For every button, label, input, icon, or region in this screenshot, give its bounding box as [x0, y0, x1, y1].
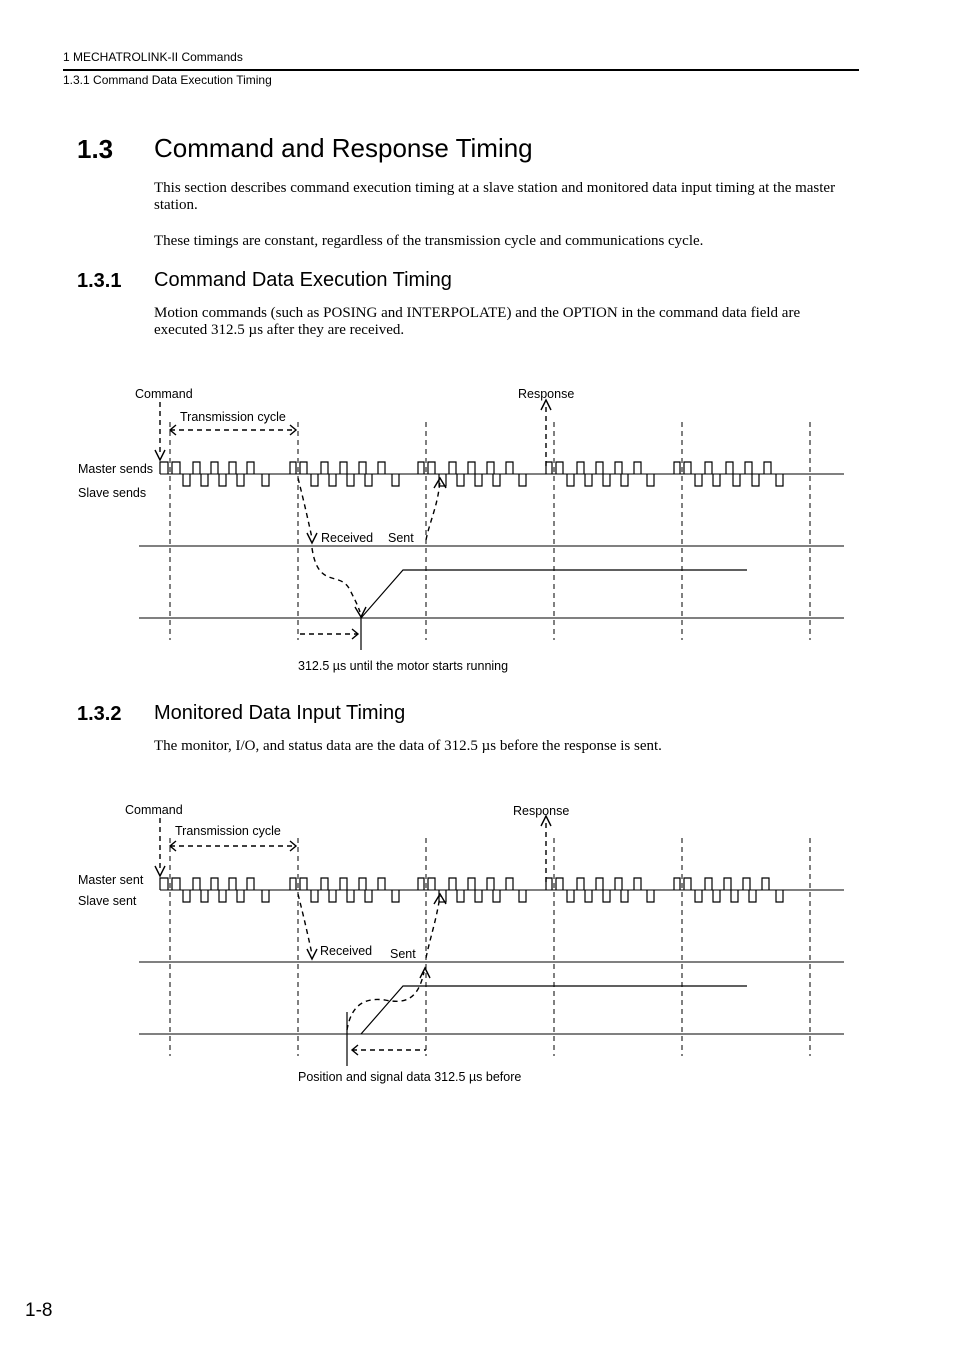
- section-timing-paragraph: These timings are constant, regardless of the transmission cycle and communications cycle.: [154, 233, 704, 249]
- subsection-1-number: 1.3.1: [77, 270, 122, 292]
- diagram-2-received-label: Received: [320, 944, 373, 958]
- diagram-2-transmission-cycle-label: Transmission cycle: [175, 824, 281, 838]
- diagram-2-response-label: Response: [513, 804, 570, 818]
- diagram-2-command-label: Command: [125, 803, 183, 817]
- command-execution-timing-diagram: [0, 380, 954, 680]
- diagram-1-response-label: Response: [518, 387, 575, 401]
- header-rule: [63, 69, 859, 71]
- section-intro-paragraph: This section describes command execution timing at a slave station and monitored data input timing at the master station.: [154, 180, 836, 213]
- subsection-1-paragraph: Motion commands (such as POSING and INTERPOLATE) and the OPTION in the command data field are executed 312.5 µs after they are received.: [154, 305, 801, 338]
- section-number: 1.3: [77, 134, 114, 164]
- section-title: Command and Response Timing: [154, 133, 533, 163]
- diagram-2-caption: Position and signal data 312.5 µs before: [298, 1070, 522, 1084]
- subsection-2-paragraph: The monitor, I/O, and status data are the data of 312.5 µs before the response is sent.: [154, 738, 662, 754]
- diagram-1-master-label: Master sends: [78, 462, 154, 476]
- diagram-2-slave-label: Slave sent: [78, 894, 137, 908]
- diagram-1-slave-label: Slave sends: [78, 486, 147, 500]
- diagram-1-command-label: Command: [135, 387, 193, 401]
- diagram-1-dashed-arrows: [160, 402, 546, 634]
- subsection-2-number: 1.3.2: [77, 703, 122, 725]
- diagram-2-master-label: Master sent: [78, 873, 144, 887]
- subsection-1-title: Command Data Execution Timing: [154, 269, 452, 291]
- diagram-2-arrowheads: [155, 816, 551, 1055]
- subsection-2-title: Monitored Data Input Timing: [154, 702, 406, 724]
- diagram-1-transmission-cycle-label: Transmission cycle: [180, 410, 286, 424]
- diagram-1-sent-label: Sent: [388, 531, 414, 545]
- diagram-2-sent-label: Sent: [390, 947, 416, 961]
- diagram-2-dashed-arrows: [160, 818, 546, 1050]
- diagram-1-received-label: Received: [321, 531, 374, 545]
- running-header-chapter: 1 MECHATROLINK-II Commands: [63, 50, 243, 64]
- diagram-1-caption: 312.5 µs until the motor starts running: [298, 659, 509, 673]
- monitored-data-timing-diagram: [0, 795, 954, 1095]
- running-header-subsection: 1.3.1 Command Data Execution Timing: [63, 73, 272, 87]
- page-number: 1-8: [25, 1300, 53, 1321]
- diagram-1-arrowheads: [155, 400, 551, 639]
- diagram-2-cycle-markers: [170, 838, 810, 1056]
- diagram-1-cycle-markers: [170, 422, 810, 640]
